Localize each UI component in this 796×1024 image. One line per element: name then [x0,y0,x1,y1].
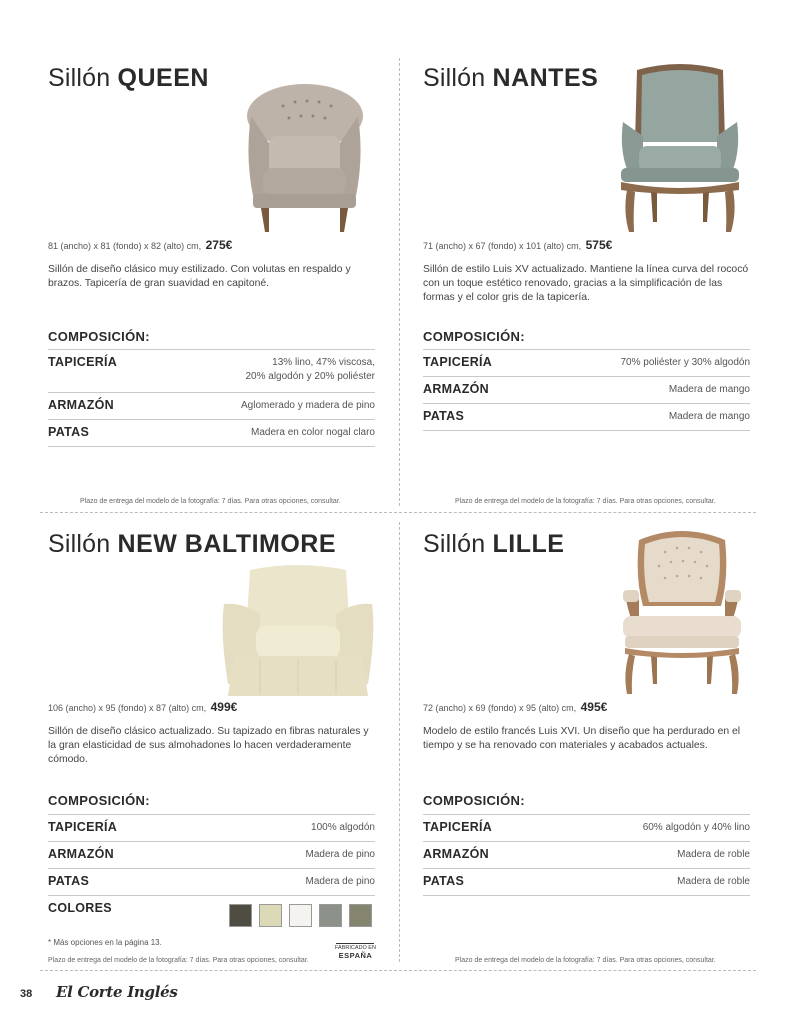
product-price: 495€ [580,700,608,714]
composition-heading: COMPOSICIÓN: [423,793,525,808]
color-swatch-3[interactable] [289,904,312,927]
row-armazon: ARMAZÓN Aglomerado y madera de pino [48,393,375,420]
row-colores: COLORES [48,901,112,915]
row-tapiceria: TAPICERÍA 60% algodón y 40% lino [423,815,750,842]
row-armazon: ARMAZÓN Madera de pino [48,842,375,869]
fabricado-en-espana-badge: FABRICADO EN ESPAÑA [335,945,376,960]
composition-heading: COMPOSICIÓN: [48,793,150,808]
composition-table [423,349,750,431]
color-swatch-2[interactable] [259,904,282,927]
row-patas: PATAS Madera de pino [48,869,375,896]
product-title: Sillón LILLE [423,530,565,558]
product-description: Sillón de estilo Luis XV actualizado. Mantiene la línea curva del rococó con un toque estético renovado, gracias a la simplificación de las formas y el color gris de la tapicería. [423,264,749,303]
product-title: Sillón NEW BALTIMORE [48,530,337,558]
color-swatches [229,904,372,927]
color-swatch-5[interactable] [349,904,372,927]
row-patas: PATAS Madera de mango [423,404,750,431]
delivery-note: Plazo de entrega del modelo de la fotografía: 7 días. Para otras opciones, consultar. [455,498,716,505]
product-dimensions: 71 (ancho) x 67 (fondo) x 101 (alto) cm, 575€ [423,238,613,252]
page-number: 38 [20,988,33,1000]
delivery-note: Plazo de entrega del modelo de la fotografía: 7 días. Para otras opciones, consultar. [455,957,716,964]
chair-new-baltimore-image [220,564,376,698]
vertical-divider-bottom [399,522,400,962]
product-description: Sillón de diseño clásico muy estilizado. Con volutas en respaldo y brazos. Tapicería de gran suavidad en capitoné. [48,264,351,289]
more-options-footnote: * Más opciones en la página 13. [48,938,162,947]
row-patas: PATAS Madera en color nogal claro [48,420,375,447]
product-dimensions: 81 (ancho) x 81 (fondo) x 82 (alto) cm, 275€ [48,238,233,252]
row-tapiceria: TAPICERÍA 70% poliéster y 30% algodón [423,350,750,377]
product-price: 275€ [205,238,233,252]
delivery-note: Plazo de entrega del modelo de la fotografía: 7 días. Para otras opciones, consultar. [80,498,341,505]
composition-heading: COMPOSICIÓN: [48,329,150,344]
color-swatch-1[interactable] [229,904,252,927]
chair-nantes-image [615,62,745,234]
horizontal-divider-middle [40,512,756,513]
product-description: Modelo de estilo francés Luis XVI. Un diseño que ha perdurado en el tiempo y se ha renovado con materiales y acabados actuales. [423,726,741,751]
product-dimensions: 106 (ancho) x 95 (fondo) x 87 (alto) cm, 499€ [48,700,238,714]
horizontal-divider-bottom [40,970,756,971]
composition-table [423,814,750,896]
chair-lille-image [617,528,747,698]
product-dimensions: 72 (ancho) x 69 (fondo) x 95 (alto) cm, 495€ [423,700,608,714]
row-tapiceria: TAPICERÍA 13% lino, 47% viscosa, 20% algodón y 20% poliéster [48,350,375,393]
product-price: 499€ [210,700,238,714]
vertical-divider-top [399,58,400,506]
composition-table [48,349,375,447]
row-patas: PATAS Madera de roble [423,869,750,896]
delivery-note: Plazo de entrega del modelo de la fotografía: 7 días. Para otras opciones, consultar. [48,957,309,964]
chair-queen-image [233,76,376,234]
row-armazon: ARMAZÓN Madera de mango [423,377,750,404]
row-tapiceria: TAPICERÍA 100% algodón [48,815,375,842]
color-swatch-4[interactable] [319,904,342,927]
composition-heading: COMPOSICIÓN: [423,329,525,344]
product-title: Sillón QUEEN [48,64,209,92]
product-title: Sillón NANTES [423,64,599,92]
row-armazon: ARMAZÓN Madera de roble [423,842,750,869]
product-description: Sillón de diseño clásico actualizado. Su tapizado en fibras naturales y la gran elasticidad de sus almohadones lo hacen verdaderamente cómodo. [48,726,369,765]
product-price: 575€ [585,238,613,252]
el-corte-ingles-logo[interactable]: El Corte Inglés [56,983,178,1001]
